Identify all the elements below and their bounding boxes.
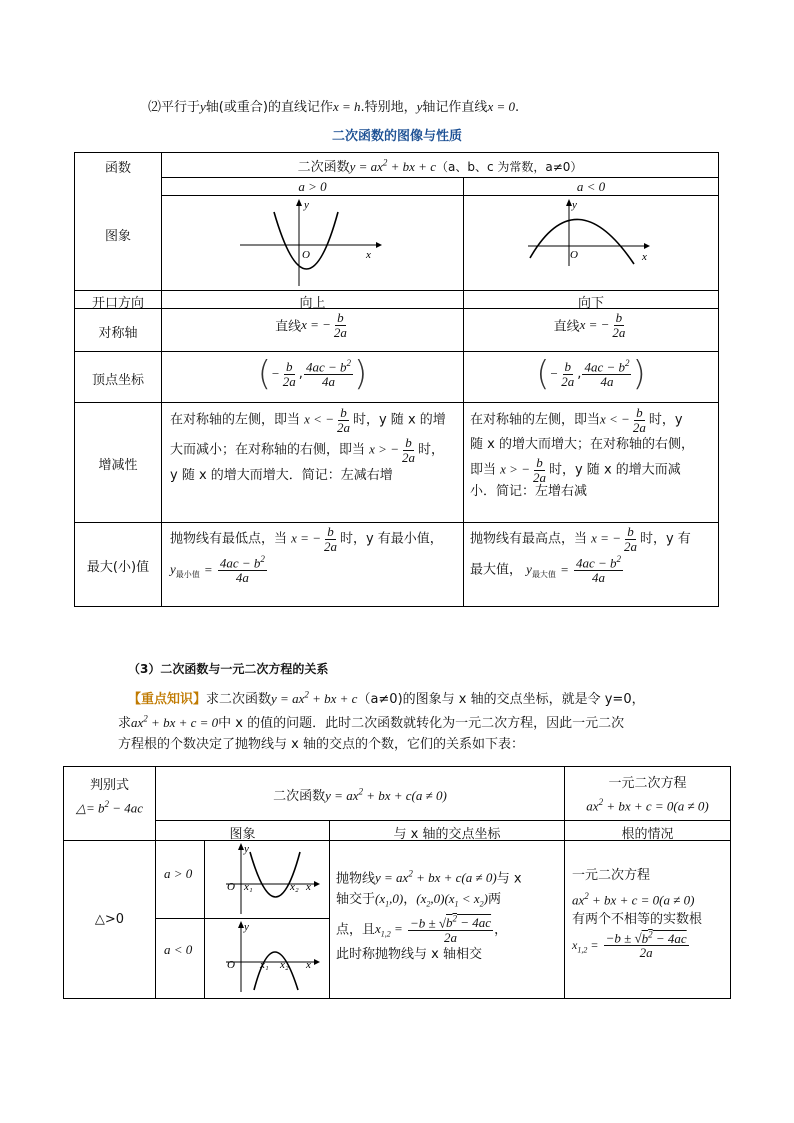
svg-text:y: y — [572, 199, 577, 211]
header-func-label: 二次函数 — [273, 789, 326, 804]
axis-neg: 直线x = − $\frac{b}{2a}$ — [553, 310, 626, 340]
axis-label: 直线 — [553, 319, 580, 335]
intro-end: . — [514, 100, 520, 115]
svg-text:y: y — [244, 843, 249, 855]
intro-text-4: 轴记作直线 — [422, 100, 488, 115]
points-l4: 此时称抛物线与 x 轴相交 — [336, 946, 482, 962]
case-delta-positive: △>0 — [94, 912, 125, 927]
header-formula — [162, 156, 718, 175]
svg-text:x: x — [642, 251, 647, 263]
mono-pos-c: 大而减小；在对称轴的右侧，即当 — [170, 442, 366, 458]
section3-line2: 求$ax^2$ + bx + c = 0中 x 的值的问题．此时二次函数就转化为一元二次方程，因此一元二次 — [118, 713, 625, 731]
section3-p2b: 中 x 的值的问题．此时二次函数就转化为一元二次方程，因此一元二次 — [218, 716, 625, 731]
row-label-monotonic: 增减性 — [98, 458, 138, 473]
mono-neg-e: 时，y 随 x 的增大而减 — [548, 462, 681, 478]
key-knowledge-label: 【重点知识】 — [128, 692, 207, 707]
equation-x-h: x = h — [332, 99, 361, 114]
row-label-opening: 开口方向 — [91, 296, 144, 311]
table2-header-function: 二次函数$y = ax^2$ + bx + c(a ≠ 0) — [273, 786, 447, 804]
svg-text:O: O — [570, 249, 578, 261]
mono-neg-b: 时，y — [648, 412, 683, 428]
subheader-roots: 根的情况 — [621, 827, 674, 842]
ext-neg-a: 抛物线有最高点，当 — [470, 531, 588, 547]
ext-neg-c: 最大值， — [470, 562, 523, 578]
equation-x-0: x = 0 — [487, 99, 515, 114]
mono-neg-d: 即当 — [470, 462, 497, 478]
roots-description: 一元二次方程 $ax^2$ + bx + c = 0(a ≠ 0) 有两个不相等的实数根 $x_{1,2}$ = $\frac{-b \pm √b^2 - 4ac}{2a}$ — [572, 866, 728, 960]
intersection-description: 抛物线$y = ax^2$ + bx + c(a ≠ 0)与 x 轴交于$(x_1,0)$，$(x_2,0)(x_1 < x_2)$两 点，且$x_{1,2}$ = $\frac{-b \pm √b^2 - 4ac}{2a}$ ， 此时称抛物线与 x 轴相交 — [336, 864, 562, 965]
points-l2b: 两 — [487, 892, 501, 908]
monotonic-neg: 在对称轴的左侧，即当x < − $\frac{b}{2a}$ 时，y 随 x 的增大而增大；在对称轴的右侧， 即当 x > − $\frac{b}{2a}$ 时，y 随 x 的增大而减 小．简记：左增右减 — [470, 406, 716, 501]
header-formula-label: 二次函数 — [297, 160, 350, 175]
points-l1a: 抛物线 — [336, 871, 376, 887]
header-eq-label: 一元二次方程 — [608, 776, 687, 791]
intro-text: ⑵平行于 — [148, 100, 201, 115]
svg-text:y: y — [244, 921, 249, 933]
opening-down: 向下 — [577, 296, 604, 311]
case-a-negative: a < 0 — [164, 942, 193, 957]
opening-up: 向上 — [299, 296, 326, 311]
row-label-graph: 图象 — [104, 229, 131, 244]
monotonic-pos: 在对称轴的左侧，即当 x < − $\frac{b}{2a}$ 时，y 随 x 的增 大而减小；在对称轴的右侧，即当 x > − $\frac{b}{2a}$ 时， y 随 x 的增大而增大．简记：左减右增 — [170, 406, 460, 485]
extreme-neg: 抛物线有最高点，当 x = − $\frac{b}{2a}$ 时，y 有 最大值， $y_{最大值}$ = $\frac{4ac - b^2}{4a}$ — [470, 524, 691, 586]
svg-text:O: O — [227, 959, 235, 971]
ext-neg-sub: 最大值 — [531, 570, 556, 580]
row-label-vertex: 顶点坐标 — [91, 373, 144, 388]
col-a-negative: a < 0 — [576, 179, 606, 194]
svg-text:O: O — [227, 881, 235, 893]
section3-line3: 方程根的个数决定了抛物线与 x 轴的交点的个数，它们的关系如下表： — [118, 737, 524, 752]
mono-neg-a: 在对称轴的左侧，即当 — [470, 412, 601, 428]
ext-pos-a: 抛物线有最低点，当 — [170, 531, 288, 547]
upward-parabola-two-roots — [224, 842, 324, 916]
row-label-function: 函数 — [104, 161, 131, 176]
extreme-pos: 抛物线有最低点，当 x = − $\frac{b}{2a}$ 时，y 有最小值， $y_{最小值}$ = $\frac{4ac - b^2}{4a}$ — [170, 524, 443, 586]
header-formula-note: （a、b、c 为常数，a≠0） — [435, 160, 583, 174]
ext-pos-sub: 最小值 — [175, 570, 200, 580]
section3-line1: 【重点知识】求二次函数$y = ax^2$ + bx + c（a≠0)的图象与 x 轴的交点坐标，就是令 y=0， — [128, 689, 645, 707]
svg-text:x₁: x₁ — [244, 881, 253, 893]
ext-pos-b: 时，y 有最小值， — [339, 531, 443, 547]
mono-neg-c: 随 x 的增大而增大；在对称轴的右侧， — [470, 437, 694, 453]
downward-parabola-two-roots — [224, 920, 324, 996]
subheader-points: 与 x 轴的交点坐标 — [393, 827, 501, 842]
mono-pos-e: y 随 x 的增大而增大．简记：左减右增 — [170, 467, 393, 483]
points-l2a: 轴交于 — [336, 892, 376, 908]
svg-text:x₂: x₂ — [290, 881, 299, 893]
points-l3: 点，且 — [336, 922, 376, 938]
roots-l1: 一元二次方程 — [572, 868, 651, 883]
svg-text:y: y — [304, 199, 309, 211]
y-symbol-2: y — [416, 99, 423, 114]
intro-text-3: .特别地， — [360, 100, 417, 115]
table2-header-equation: 一元二次方程 $ax^2$ + bx + c = 0(a ≠ 0) — [565, 774, 730, 815]
vertex-neg: (− $\frac{b}{2a}$ , $\frac{4ac - b^2}{4a}$ ) — [536, 354, 646, 394]
upward-parabola-graph — [236, 198, 386, 288]
svg-text:x₁: x₁ — [260, 959, 269, 971]
intro-line — [148, 96, 519, 115]
mono-pos-d: 时， — [417, 442, 444, 458]
svg-text:x: x — [306, 881, 311, 893]
y-symbol: y — [200, 99, 206, 114]
section3-p1b: （a≠0)的图象与 x 轴的交点坐标，就是令 y=0， — [357, 692, 645, 707]
axis-label: 直线 — [275, 319, 302, 335]
table1-title: 二次函数的图像与性质 — [331, 129, 462, 144]
points-l1b: 与 x — [496, 871, 522, 887]
section3-heading: （3）二次函数与一元二次方程的关系 — [128, 662, 329, 676]
roots-l3: 有两个不相等的实数根 — [572, 912, 703, 928]
svg-text:O: O — [302, 249, 310, 261]
section3-p2a: 求 — [118, 716, 132, 731]
svg-text:x: x — [306, 959, 311, 971]
quadratic-formula: $y = ax^2$ + bx + c — [349, 157, 436, 174]
discriminant-label: 判别式 — [89, 778, 129, 793]
axis-pos: 直线x = − $\frac{b}{2a}$ — [275, 310, 347, 340]
mono-neg-f: 小．简记：左增右减 — [470, 483, 588, 499]
ext-neg-b: 时，y 有 — [639, 531, 691, 547]
row-label-extreme: 最大(小)值 — [86, 560, 150, 575]
subheader-graph: 图象 — [229, 827, 256, 842]
mono-pos-a: 在对称轴的左侧，即当 — [170, 412, 301, 428]
vertex-pos: (− $\frac{b}{2a}$ , $\frac{4ac - b^2}{4a}$ ) — [257, 354, 368, 394]
svg-text:x₂: x₂ — [280, 959, 289, 971]
row-label-axis: 对称轴 — [98, 326, 138, 341]
svg-text:x: x — [366, 249, 371, 261]
case-a-positive: a > 0 — [164, 866, 193, 881]
mono-pos-b: 时，y 随 x 的增 — [352, 412, 446, 428]
discriminant-header: 判别式 △= $b^2 - 4ac$ — [64, 776, 155, 817]
intro-text-2: 轴(或重合)的直线记作 — [205, 100, 333, 115]
section3-p1a: 求二次函数 — [206, 692, 272, 707]
col-a-positive: a > 0 — [298, 179, 327, 194]
downward-parabola-graph — [526, 198, 656, 288]
